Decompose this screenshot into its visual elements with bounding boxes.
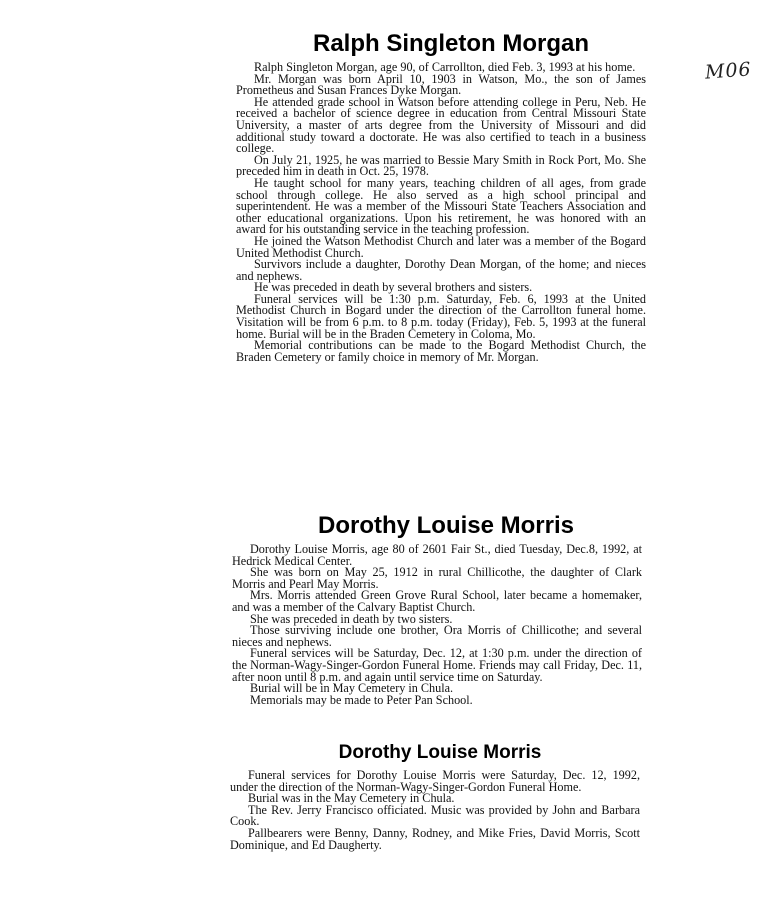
obituary-paragraph: He taught school for many years, teaching children of all ages, from grade school through college. He also served as a high school principal and superintendent. He was a member of the Missouri State Teachers Association and other educational organizations. Upon his retirement, he was honored with an award for his outstanding service in the teaching profession. [236, 175, 646, 237]
obituary-paragraph: Memorials may be made to Peter Pan School. [250, 692, 473, 707]
obituary-body [232, 544, 642, 706]
obituary-paragraph: Those surviving include one brother, Ora Morris of Chillicothe; and several nieces and nephews. [232, 623, 642, 649]
obituary-body [236, 62, 646, 363]
obituary-paragraph: Ralph Singleton Morgan, age 90, of Carrollton, died Feb. 3, 1993 at his home. [254, 60, 636, 74]
obituary-headline: Dorothy Louise Morris [317, 512, 575, 539]
obituary-headline: Dorothy Louise Morris [338, 742, 542, 763]
obituary-paragraph: She was born on May 25, 1912 in rural Chillicothe, the daughter of Clark Morris and Pearl May Morris. [232, 565, 642, 591]
obituary-body [230, 770, 640, 851]
obituary-headline: Ralph Singleton Morgan [313, 30, 589, 57]
obituary-paragraph: Memorial contributions can be made to the Bogard Methodist Church, the Braden Cemetery or family choice in memory of Mr. Morgan. [236, 338, 646, 364]
obituary-paragraph: Dorothy Louise Morris, age 80 of 2601 Fair St., died Tuesday, Dec.8, 1992, at Hedrick Medical Center. [232, 542, 642, 568]
obituary-paragraph: Mrs. Morris attended Green Grove Rural School, later became a homemaker, and was a member of the Calvary Baptist Church. [232, 588, 642, 614]
funeral-notice-dorothy-morris [230, 742, 640, 851]
obituary-paragraph: The Rev. Jerry Francisco officiated. Music was provided by John and Barbara Cook. [230, 802, 640, 829]
obituary-paragraph: Mr. Morgan was born April 10, 1903 in Watson, Mo., the son of James Prometheus and Susan Frances Dyke Morgan. [236, 71, 646, 98]
obituary-paragraph: Funeral services will be Saturday, Dec. 12, at 1:30 p.m. under the direction of the Norman-Wagy-Singer-Gordon Funeral Home. Friends may call Friday, Dec. 11, after noon until 8 p.m. and again until service time on Saturday. [232, 646, 642, 684]
obituary-paragraph: Pallbearers were Benny, Danny, Rodney, and Mike Fries, David Morris, Scott Dominique, and Ed Daugherty. [230, 825, 640, 852]
obituary-paragraph: Burial will be in May Cemetery in Chula. [250, 681, 454, 696]
obituary-paragraph: Funeral services will be 1:30 p.m. Saturday, Feb. 6, 1993 at the United Methodist Church in Bogard under the direction of the Carrollton funeral home. Visitation will be from 6 p.m. to 8 p.m. today (Friday), Feb. 5, 1993 at the funeral home. Burial will be in the Braden Cemetery in Coloma, Mo. [236, 291, 646, 341]
obituary-dorothy-morris [232, 512, 642, 706]
obituary-paragraph: She was preceded in death by two sisters. [250, 611, 453, 626]
obituary-paragraph: He joined the Watson Methodist Church and later was a member of the Bogard United Methodist Church. [236, 233, 646, 260]
obituary-paragraph: Burial was in the May Cemetery in Chula. [248, 791, 455, 806]
obituary-paragraph: Survivors include a daughter, Dorothy Dean Morgan, of the home; and nieces and nephews. [236, 257, 646, 283]
handwritten-note: M06 [704, 58, 753, 84]
obituary-paragraph: He attended grade school in Watson before attending college in Peru, Neb. He received a bachelor of science degree in education from Central Missouri State University, a master of arts degree from the University of Missouri and did additional study toward a doctorate. He was also certified to teach in a business college. [236, 94, 646, 156]
obituary-paragraph: On July 21, 1925, he was married to Bessie Mary Smith in Rock Port, Mo. She preceded him in death in Oct. 25, 1978. [236, 152, 646, 179]
obituary-paragraph: He was preceded in death by several brothers and sisters. [254, 280, 533, 295]
obituary-ralph-morgan [236, 30, 646, 363]
obituary-paragraph: Funeral services for Dorothy Louise Morris were Saturday, Dec. 12, 1992, under the direction of the Norman-Wagy-Singer-Gordon Funeral Home. [230, 768, 640, 794]
